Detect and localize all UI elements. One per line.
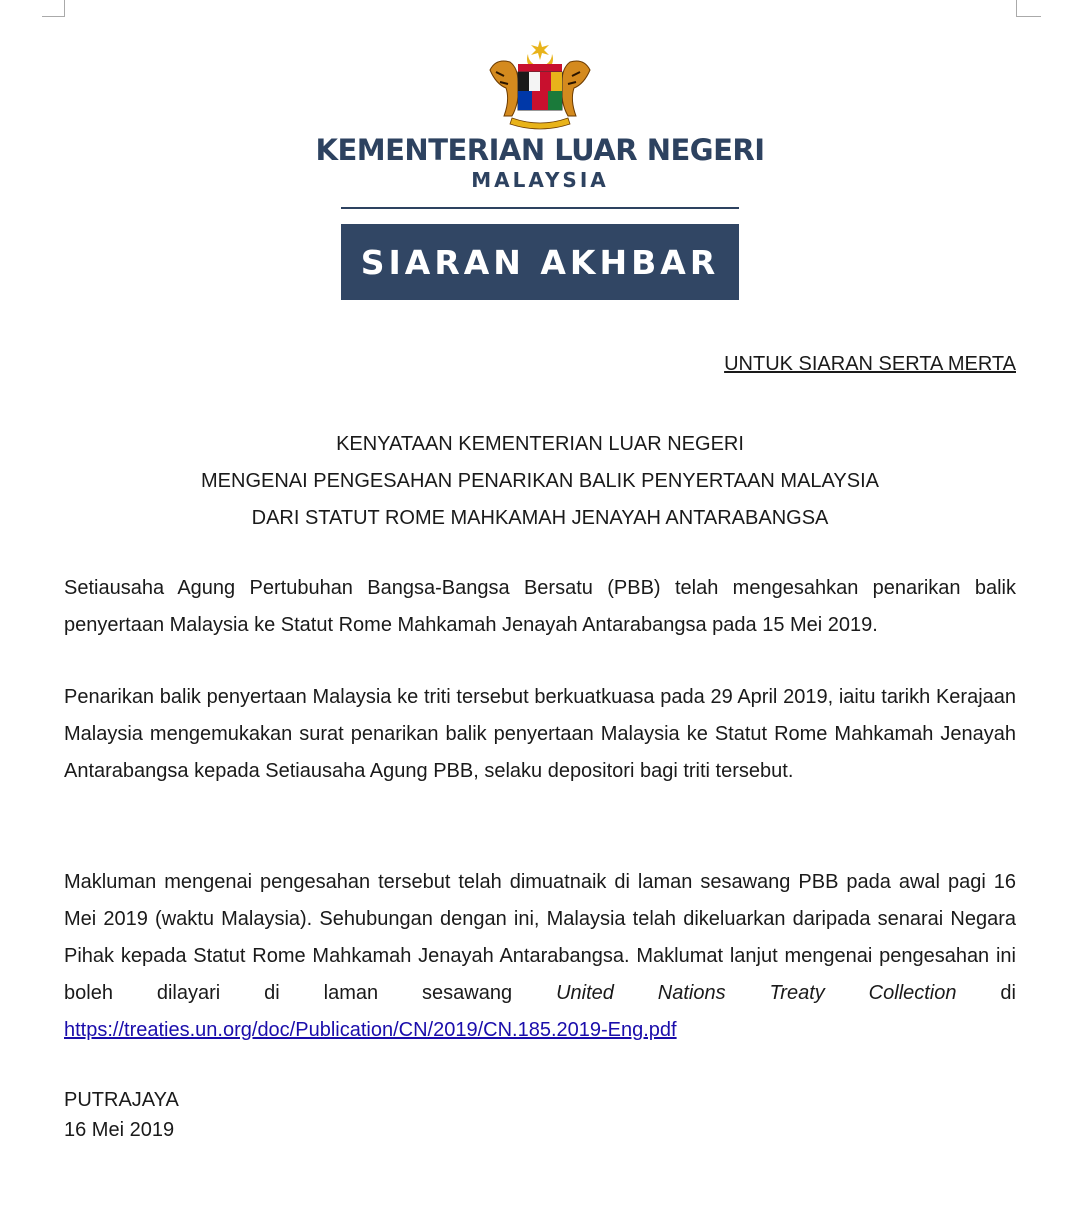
ministry-name: KEMENTERIAN LUAR NEGERI <box>315 133 765 167</box>
signoff-place: PUTRAJAYA <box>64 1089 179 1111</box>
ministry-country: MALAYSIA <box>471 168 609 192</box>
statement-heading <box>64 426 1016 537</box>
coat-of-arms-icon <box>476 38 604 134</box>
heading-line-2: MENGENAI PENGESAHAN PENARIKAN BALIK PENYERTAAN MALAYSIA <box>201 470 879 492</box>
paragraph-3-text: Makluman mengenai pengesahan tersebut telah dimuatnaik di laman sesawang PBB pada awal pagi 16 Mei 2019 (waktu Malaysia). Sehubungan dengan ini, Malaysia telah dikeluarkan daripada senarai Negara Pihak kepada Statut Rome Mahkamah Jenayah Antarabangsa. Maklumat lanjut mengenai pengesahan ini boleh dilayari di laman sesawang <box>64 871 1016 1004</box>
paragraph-3-joiner: di <box>956 982 1016 1004</box>
paragraph-3 <box>64 864 1016 1049</box>
paragraph-2: Penarikan balik penyertaan Malaysia ke triti tersebut berkuatkuasa pada 29 April 2019, iaitu tarikh Kerajaan Malaysia mengemukakan surat penarikan balik penyertaan Malaysia ke Statut Rome Mahkamah Jenayah Antarabangsa kepada Setiausaha Agung PBB, selaku depositori bagi triti tersebut. <box>64 686 1016 782</box>
heading-line-3: DARI STATUT ROME MAHKAMAH JENAYAH ANTARABANGSA <box>251 507 829 529</box>
signoff-date: 16 Mei 2019 <box>64 1119 175 1141</box>
ministry-header <box>300 130 780 192</box>
crop-mark-top-left <box>42 0 65 17</box>
press-release-banner: SIARAN AKHBAR <box>341 224 739 300</box>
treaty-pdf-link[interactable]: https://treaties.un.org/doc/Publication/CN/2019/CN.185.2019-Eng.pdf <box>64 1019 677 1041</box>
crop-mark-top-right <box>1016 0 1041 17</box>
signoff <box>64 1085 179 1145</box>
treaty-collection-name: United Nations Treaty Collection <box>556 982 957 1004</box>
paragraph-1: Setiausaha Agung Pertubuhan Bangsa-Bangsa Bersatu (PBB) telah mengesahkan penarikan balik penyertaan Malaysia ke Statut Rome Mahkamah Jenayah Antarabangsa pada 15 Mei 2019. <box>64 577 1016 636</box>
header-divider <box>341 207 739 209</box>
release-note: UNTUK SIARAN SERTA MERTA <box>724 353 1016 375</box>
heading-line-1: KENYATAAN KEMENTERIAN LUAR NEGERI <box>336 433 744 455</box>
